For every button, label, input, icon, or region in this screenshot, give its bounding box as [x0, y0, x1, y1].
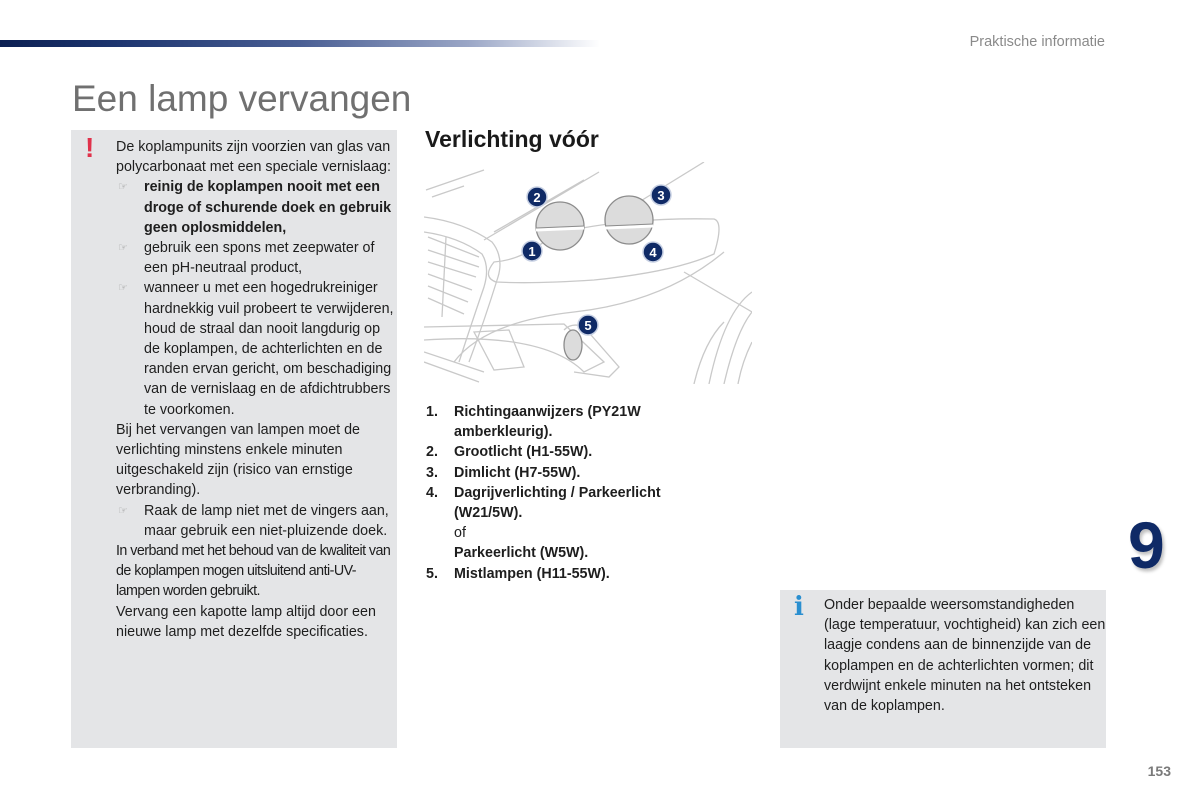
warning-bullet	[116, 238, 396, 278]
warning-bullet	[116, 278, 396, 419]
warning-bullet	[116, 501, 396, 541]
pointing-hand-icon: ☞	[118, 282, 128, 295]
lamp-description: Grootlicht (H1-55W).	[454, 444, 593, 461]
chapter-number: 9	[1128, 508, 1165, 582]
marker-3	[651, 185, 671, 205]
lamp-description: Mistlampen (H11-55W).	[454, 565, 610, 582]
section-label: Praktische informatie	[969, 34, 1105, 50]
lamp-list-item	[426, 483, 726, 564]
warning-bullet-text: gebruik een spons met zeepwater of een pH-neutraal product,	[144, 240, 375, 277]
marker-2	[527, 187, 547, 207]
warning-content	[116, 137, 396, 642]
front-lights-diagram	[424, 162, 752, 384]
page-number: 153	[1147, 763, 1171, 779]
lamp-list-item	[426, 402, 726, 442]
lamp-number: 3.	[426, 464, 438, 481]
marker-label: 3	[657, 188, 665, 203]
lamp-description: Dimlicht (H7-55W).	[454, 464, 581, 481]
warning-paragraph-burn: Bij het vervangen van lampen moet de verlichting minstens enkele minuten uitgeschakeld zijn (risico van ernstige verbranding).	[116, 421, 360, 499]
fog-lamp	[564, 330, 582, 360]
section-heading: Verlichting vóór	[425, 126, 599, 152]
exclamation-icon: !	[85, 132, 95, 163]
marker-label: 1	[528, 244, 536, 259]
info-box	[780, 590, 1106, 748]
info-icon: i	[794, 592, 804, 622]
lamp-list-item	[426, 564, 726, 584]
marker-label: 5	[584, 318, 592, 333]
pointing-hand-icon: ☞	[118, 181, 128, 194]
warning-bullet-text: reinig de koplampen nooit met een droge of schurende doek en gebruik geen oplosmiddelen,	[144, 179, 392, 236]
lamp-number: 2.	[426, 444, 438, 461]
warning-bullet-text: Raak de lamp niet met de vingers aan, maar gebruik een niet-pluizende doek.	[144, 502, 389, 539]
info-text: Onder bepaalde weersomstandigheden (lage temperatuur, vochtigheid) kan zich een laagje condens aan de binnenzijde van de koplampen en de achterlichten vormen; dit verdwijnt enkele minuten na het ontsteken van de koplampen.	[824, 597, 1106, 715]
lamp-number: 4.	[426, 484, 438, 501]
lamp-description: Dagrijverlichting / Parkeerlicht (W21/5W).	[454, 484, 661, 522]
marker-1	[522, 241, 542, 261]
pointing-hand-icon: ☞	[118, 242, 128, 255]
warning-bullet-text: wanneer u met een hogedrukreiniger hardnekkig vuil probeert te verwijderen, houd de straal dan nooit langdurig op de koplampen, de achterlichten en de randen ervan gericht, om beschadiging van de vernislaag en de afdichtrubbers te voorkomen.	[144, 280, 394, 418]
marker-5	[578, 315, 598, 335]
warning-paragraph-replace: Vervang een kapotte lamp altijd door een nieuwe lamp met dezelfde specificaties.	[116, 603, 376, 640]
lamp-number: 1.	[426, 404, 438, 420]
lamp-list	[426, 402, 726, 584]
header-accent-bar	[0, 40, 600, 47]
headlamp-left	[536, 202, 584, 250]
headlamp-right	[605, 196, 653, 244]
lamp-alternative: Parkeerlicht (W5W).	[454, 545, 589, 562]
warning-bullet	[116, 177, 396, 238]
marker-label: 4	[649, 245, 657, 260]
pointing-hand-icon: ☞	[118, 504, 128, 517]
lamp-number: 5.	[426, 565, 438, 582]
lamp-description: Richtingaanwijzers (PY21W amberkleurig).	[454, 404, 641, 441]
warning-box	[71, 130, 397, 748]
marker-label: 2	[533, 190, 541, 205]
lamp-list-item	[426, 463, 726, 483]
lamp-alternative-or: of	[454, 525, 466, 542]
warning-paragraph-uv: In verband met het behoud van de kwaliteit van de koplampen mogen uitsluitend anti-UV-lampen worden gebruikt.	[116, 543, 391, 600]
warning-intro: De koplampunits zijn voorzien van glas van polycarbonaat met een speciale vernislaag:	[116, 139, 391, 176]
marker-4	[643, 242, 663, 262]
car-outline	[424, 162, 752, 384]
lamp-list-item	[426, 442, 726, 462]
page-title: Een lamp vervangen	[72, 78, 412, 119]
